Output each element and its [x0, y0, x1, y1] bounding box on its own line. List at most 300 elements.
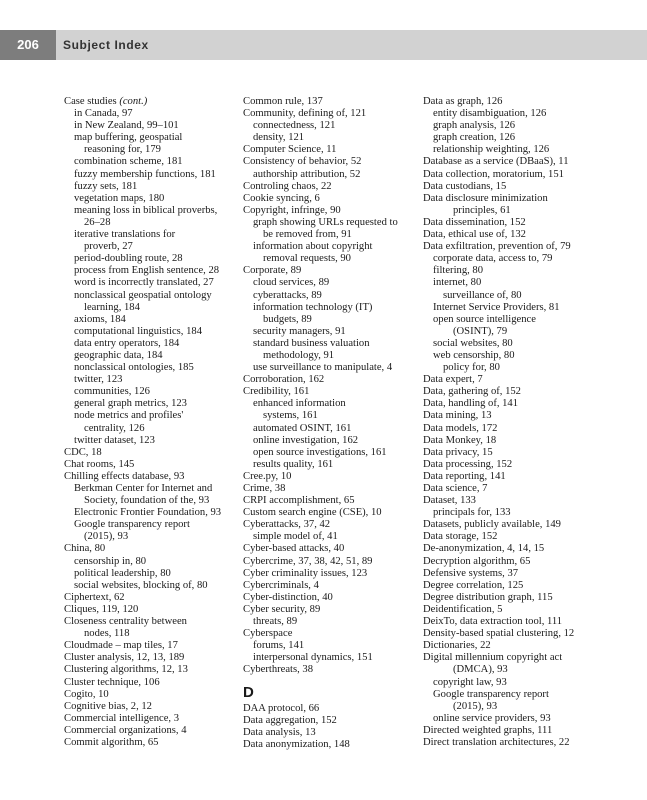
page-number: 206 — [0, 30, 56, 60]
index-entry-text: Society, foundation of the, 93 — [84, 495, 210, 507]
index-entry-text: Data privacy, 15 — [423, 446, 493, 458]
index-entry-text: interpersonal dynamics, 151 — [253, 652, 373, 664]
index-entry-text: (OSINT), 79 — [453, 325, 508, 337]
index-entry — [423, 628, 599, 640]
index-entry — [243, 715, 419, 727]
index-entry — [423, 386, 599, 398]
index-entry — [243, 459, 419, 471]
index-entry-text: budgets, 89 — [263, 313, 312, 325]
index-entry-text: Data custodians, 15 — [423, 180, 507, 192]
index-entry-text: Data science, 7 — [423, 483, 488, 494]
index-entry-text: information technology (IT) — [253, 301, 373, 313]
index-entry — [64, 701, 239, 713]
index-entry — [243, 108, 419, 120]
index-entry-text: DeixTo, data extraction tool, 111 — [423, 616, 563, 628]
index-entry-text: Cyber security, 89 — [243, 603, 321, 615]
index-entry-text: Computer Science, 11 — [243, 144, 337, 156]
index-entry — [64, 108, 239, 120]
index-entry-text: security managers, 91 — [253, 325, 346, 337]
index-entry-text: Ciphertext, 62 — [64, 591, 125, 603]
index-entry-text: results quality, 161 — [253, 458, 334, 470]
index-entry — [64, 302, 239, 314]
index-entry-text: social websites, blocking of, 80 — [74, 579, 208, 591]
index-entry-text: Case studies — [64, 96, 117, 107]
index-entry — [243, 362, 419, 374]
index-entry — [243, 556, 419, 568]
index-entry-text: Data, ethical use of, 132 — [423, 229, 526, 241]
index-entry-text: principles, 61 — [453, 204, 511, 216]
index-entry-text: corporate data, access to, 79 — [433, 253, 553, 265]
index-entry-text: authorship attribution, 52 — [253, 168, 361, 180]
index-entry — [64, 362, 239, 374]
index-entry — [64, 628, 239, 640]
index-entry — [64, 689, 239, 701]
index-entry — [423, 701, 599, 713]
index-entry-text: nonclassical geospatial ontology — [74, 289, 212, 301]
index-entry-text: Cookie syncing, 6 — [243, 192, 320, 204]
index-entry-text: meaning loss in biblical proverbs, — [74, 204, 218, 216]
index-entry — [423, 483, 599, 495]
index-entry — [423, 169, 599, 181]
index-entry-text: Data collection, moratorium, 151 — [423, 168, 564, 180]
index-entry — [64, 205, 239, 217]
index-entry-text: Data models, 172 — [423, 422, 498, 434]
index-entry — [423, 447, 599, 459]
index-entry-text: forums, 141 — [253, 640, 305, 652]
index-entry — [64, 144, 239, 156]
index-entry-text: Copyright, infringe, 90 — [243, 204, 341, 216]
index-entry-text: axioms, 184 — [74, 313, 126, 325]
index-entry-text: Controling chaos, 22 — [243, 180, 332, 192]
index-entry-text: standard business valuation — [253, 337, 370, 349]
index-entry-text: Cyber-based attacks, 40 — [243, 543, 345, 555]
index-entry — [423, 314, 599, 326]
index-entry — [243, 604, 419, 616]
index-entry — [423, 338, 599, 350]
index-entry — [423, 144, 599, 156]
index-entry-text: threats, 89 — [253, 616, 298, 628]
index-entry — [64, 652, 239, 664]
index-entry-text: Community, defining of, 121 — [243, 108, 367, 120]
index-entry-text: Cyberspace — [243, 628, 293, 640]
index-entry — [64, 543, 239, 555]
index-entry-text: Cyberthreats, 38 — [243, 664, 314, 676]
index-entry — [64, 519, 239, 531]
index-entry-text: CRPI accomplishment, 65 — [243, 495, 355, 507]
index-entry — [423, 435, 599, 447]
index-entry — [64, 120, 239, 132]
index-entry — [243, 507, 419, 519]
index-column-3 — [423, 96, 599, 749]
index-entry — [64, 616, 239, 628]
index-entry — [64, 374, 239, 386]
index-entry-text: Cyber-distinction, 40 — [243, 591, 333, 603]
index-entry — [64, 447, 239, 459]
index-entry-text: filtering, 80 — [433, 265, 484, 277]
index-entry — [423, 265, 599, 277]
index-entry — [64, 96, 239, 108]
index-entry — [423, 725, 599, 737]
index-entry — [423, 229, 599, 241]
index-entry-text: political leadership, 80 — [74, 567, 171, 579]
index-entry-text: combination scheme, 181 — [74, 156, 183, 168]
index-entry-text: online service providers, 93 — [433, 712, 551, 724]
index-entry-text: surveillance of, 80 — [443, 289, 522, 301]
index-entry-text: graph analysis, 126 — [433, 120, 516, 132]
index-entry-text: Cliques, 119, 120 — [64, 603, 139, 615]
index-entry-text: fuzzy sets, 181 — [74, 180, 138, 192]
index-entry — [243, 132, 419, 144]
index-entry — [243, 253, 419, 265]
index-entry-text: Data storage, 152 — [423, 531, 498, 543]
index-entry — [423, 410, 599, 422]
index-entry — [243, 410, 419, 422]
index-entry-text: Data aggregation, 152 — [243, 714, 337, 726]
index-entry-text: connectedness, 121 — [253, 120, 336, 132]
index-entry — [64, 435, 239, 447]
index-entry-text: Data processing, 152 — [423, 458, 513, 470]
index-entry-text: Density-based spatial clustering, 12 — [423, 628, 575, 640]
index-entry-text: twitter, 123 — [74, 374, 123, 386]
index-entry-text: Data reporting, 141 — [423, 470, 506, 482]
index-entry — [64, 132, 239, 144]
index-entry — [423, 374, 599, 386]
index-entry-text: Directed weighted graphs, 111 — [423, 724, 553, 736]
index-entry-text: web censorship, 80 — [433, 349, 515, 361]
index-entry — [64, 556, 239, 568]
index-entry-text: Dataset, 133 — [423, 495, 476, 507]
index-entry-text: Data dissemination, 152 — [423, 216, 526, 228]
index-entry — [243, 664, 419, 676]
index-entry — [64, 398, 239, 410]
index-column-2 — [243, 96, 419, 751]
index-entry-text: principals for, 133 — [433, 507, 511, 519]
index-entry — [243, 120, 419, 132]
index-entry — [64, 604, 239, 616]
running-header — [0, 30, 647, 60]
index-entry — [423, 616, 599, 628]
index-entry-text: process from English sentence, 28 — [74, 265, 220, 277]
index-entry-text: Data, gathering of, 152 — [423, 386, 521, 398]
index-entry-text: 26–28 — [84, 216, 111, 228]
index-entry — [64, 495, 239, 507]
index-entry — [243, 483, 419, 495]
index-entry — [243, 592, 419, 604]
index-entry-text: enhanced information — [253, 398, 346, 410]
index-entry — [243, 217, 419, 229]
section-letter: D — [243, 683, 254, 701]
index-entry — [64, 640, 239, 652]
index-entry — [243, 144, 419, 156]
index-entry — [423, 156, 599, 168]
index-entry — [64, 483, 239, 495]
index-entry — [64, 156, 239, 168]
index-entry — [64, 169, 239, 181]
index-entry — [64, 459, 239, 471]
index-entry-text: cloud services, 89 — [253, 277, 330, 289]
index-entry — [423, 302, 599, 314]
index-entry-text: (2015), 93 — [453, 700, 498, 712]
index-entry-text: open source intelligence — [433, 313, 536, 325]
index-entry — [243, 580, 419, 592]
index-entry — [423, 423, 599, 435]
index-entry — [423, 459, 599, 471]
index-entry-text: period-doubling route, 28 — [74, 253, 183, 265]
index-entry — [64, 507, 239, 519]
index-entry-text: Database as a service (DBaaS), 11 — [423, 156, 569, 168]
index-entry — [64, 568, 239, 580]
index-entry — [64, 713, 239, 725]
index-entry — [243, 205, 419, 217]
index-entry-text: in New Zealand, 99–101 — [74, 120, 179, 132]
index-entry — [64, 290, 239, 302]
index-entry — [243, 652, 419, 664]
index-entry-text: word is incorrectly translated, 27 — [74, 277, 214, 289]
index-entry-text: (2015), 93 — [84, 531, 129, 543]
index-entry — [243, 739, 419, 751]
index-entry — [64, 410, 239, 422]
index-entry — [243, 543, 419, 555]
index-entry-text: Cybercriminals, 4 — [243, 579, 319, 591]
index-entry — [64, 241, 239, 253]
index-entry-text: graph creation, 126 — [433, 132, 516, 144]
index-entry-text: social websites, 80 — [433, 337, 513, 349]
index-entry — [64, 664, 239, 676]
index-entry-text: Data analysis, 13 — [243, 726, 316, 738]
index-entry — [243, 96, 419, 108]
index-entry — [423, 543, 599, 555]
index-entry — [64, 277, 239, 289]
index-entry-text: Electronic Frontier Foundation, 93 — [74, 507, 222, 519]
index-entry — [423, 362, 599, 374]
index-entry-text: Internet Service Providers, 81 — [433, 301, 560, 313]
index-entry — [423, 580, 599, 592]
index-entry — [423, 217, 599, 229]
index-entry-text: Degree correlation, 125 — [423, 579, 524, 591]
index-entry — [423, 592, 599, 604]
index-entry — [423, 290, 599, 302]
index-entry — [423, 132, 599, 144]
index-entry — [243, 531, 419, 543]
index-entry — [243, 519, 419, 531]
index-entry-text: node metrics and profiles' — [74, 410, 184, 422]
index-entry — [243, 398, 419, 410]
index-entry-text: Data disclosure minimization — [423, 192, 548, 204]
index-entry — [243, 616, 419, 628]
index-entry-text: (DMCA), 93 — [453, 664, 508, 676]
index-entry — [64, 737, 239, 749]
index-entry-text: Cognitive bias, 2, 12 — [64, 700, 152, 712]
index-entry — [243, 423, 419, 435]
index-entry — [64, 181, 239, 193]
index-entry — [243, 495, 419, 507]
index-entry-text: methodology, 91 — [263, 349, 335, 361]
index-entry-text: Data exfiltration, prevention of, 79 — [423, 241, 571, 253]
index-entry — [423, 495, 599, 507]
index-entry-text: De-anonymization, 4, 14, 15 — [423, 543, 545, 555]
index-entry — [243, 727, 419, 739]
index-entry-text: nodes, 118 — [84, 628, 130, 640]
index-entry-text: copyright law, 93 — [433, 676, 507, 688]
index-entry-text: information about copyright — [253, 241, 373, 253]
index-entry — [243, 241, 419, 253]
index-column-1 — [64, 96, 239, 749]
index-entry-text: Data mining, 13 — [423, 410, 492, 422]
index-entry — [243, 447, 419, 459]
index-entry-text: Commercial intelligence, 3 — [64, 712, 180, 724]
index-entry — [64, 338, 239, 350]
index-entry-text: Defensive systems, 37 — [423, 567, 519, 579]
index-entry — [64, 677, 239, 689]
index-entry — [64, 265, 239, 277]
index-entry-text: learning, 184 — [84, 301, 140, 313]
index-entry-text: map buffering, geospatial — [74, 132, 183, 144]
index-entry — [64, 314, 239, 326]
index-entry — [423, 253, 599, 265]
index-entry-text: Chat rooms, 145 — [64, 458, 135, 470]
index-entry-text: Cybercrime, 37, 38, 42, 51, 89 — [243, 555, 373, 567]
index-entry — [243, 386, 419, 398]
index-entry-text: Corroboration, 162 — [243, 374, 325, 386]
index-entry — [243, 435, 419, 447]
index-entry-text: Dictionaries, 22 — [423, 640, 491, 652]
index-entry-text: computational linguistics, 184 — [74, 325, 202, 337]
index-entry-text: geographic data, 184 — [74, 349, 163, 361]
index-entry-text: Commit algorithm, 65 — [64, 736, 159, 748]
index-entry-text: policy for, 80 — [443, 362, 500, 374]
index-entry-text: Custom search engine (CSE), 10 — [243, 507, 382, 519]
index-entry — [423, 531, 599, 543]
index-entry-text: internet, 80 — [433, 277, 482, 289]
index-entry — [243, 277, 419, 289]
index-entry-text: iterative translations for — [74, 229, 176, 241]
index-entry-text: removal requests, 90 — [263, 253, 351, 265]
index-entry-text: Decryption algorithm, 65 — [423, 555, 531, 567]
running-title: Subject Index — [63, 38, 149, 52]
index-entry — [243, 193, 419, 205]
index-entry-text: Berkman Center for Internet and — [74, 483, 213, 494]
index-entry-text: centrality, 126 — [84, 422, 145, 434]
continued-label: (cont.) — [119, 96, 148, 107]
index-entry — [423, 277, 599, 289]
index-entry-text: Cogito, 10 — [64, 688, 109, 700]
index-entry-text: Consistency of behavior, 52 — [243, 156, 362, 168]
index-entry — [243, 169, 419, 181]
index-entry-text: open source investigations, 161 — [253, 446, 387, 458]
index-entry-text: systems, 161 — [263, 410, 318, 422]
index-entry — [423, 568, 599, 580]
index-entry-text: CDC, 18 — [64, 446, 102, 458]
index-entry — [423, 713, 599, 725]
index-entry-text: density, 121 — [253, 132, 305, 144]
index-entry-text: Data expert, 7 — [423, 374, 483, 386]
index-entry-text: Google transparency report — [433, 688, 549, 700]
index-entry — [423, 689, 599, 701]
index-entry — [243, 156, 419, 168]
index-entry — [64, 592, 239, 604]
index-entry — [243, 568, 419, 580]
index-entry-text: Corporate, 89 — [243, 265, 302, 277]
index-entry — [423, 519, 599, 531]
index-entry-text: Data as graph, 126 — [423, 96, 503, 107]
index-entry-text: Commercial organizations, 4 — [64, 724, 187, 736]
index-entry-text: nonclassical ontologies, 185 — [74, 362, 194, 374]
index-entry-text: Cluster technique, 106 — [64, 676, 160, 688]
index-entry — [423, 398, 599, 410]
index-entry-text: Closeness centrality between — [64, 616, 187, 628]
index-entry — [243, 326, 419, 338]
index-entry — [243, 374, 419, 386]
index-entry — [243, 350, 419, 362]
index-entry — [64, 193, 239, 205]
index-entry-text: China, 80 — [64, 543, 106, 555]
index-entry-text: Cyberattacks, 37, 42 — [243, 519, 331, 531]
index-entry-text: Direct translation architectures, 22 — [423, 736, 570, 748]
index-entry — [64, 580, 239, 592]
index-entry-text: Google transparency report — [74, 519, 190, 531]
index-entry — [423, 120, 599, 132]
index-entry-text: Degree distribution graph, 115 — [423, 591, 553, 603]
index-entry — [423, 96, 599, 108]
index-entry-text: Data, handling of, 141 — [423, 398, 519, 410]
index-entry-text: use surveillance to manipulate, 4 — [253, 362, 393, 374]
index-entry — [423, 664, 599, 676]
index-entry-text: cyberattacks, 89 — [253, 289, 322, 301]
index-entry-text: Data anonymization, 148 — [243, 738, 350, 750]
index-entry — [64, 217, 239, 229]
index-entry-text: Common rule, 137 — [243, 96, 323, 107]
index-entry — [423, 556, 599, 568]
index-entry-text: general graph metrics, 123 — [74, 398, 187, 410]
index-entry — [423, 640, 599, 652]
index-entry — [243, 181, 419, 193]
index-entry — [423, 326, 599, 338]
index-entry — [423, 193, 599, 205]
index-entry-text: Deidentification, 5 — [423, 603, 503, 615]
index-entry — [423, 241, 599, 253]
index-entry — [243, 229, 419, 241]
index-entry-text: online investigation, 162 — [253, 434, 359, 446]
index-entry — [243, 265, 419, 277]
index-entry-text: reasoning for, 179 — [84, 144, 161, 156]
index-entry — [423, 737, 599, 749]
index-entry-text: Digital millennium copyright act — [423, 652, 563, 664]
index-entry-text: automated OSINT, 161 — [253, 422, 352, 434]
index-entry — [423, 471, 599, 483]
index-entry — [243, 640, 419, 652]
index-entry-text: Credibility, 161 — [243, 386, 310, 398]
index-entry — [64, 326, 239, 338]
index-entry-text: Cluster analysis, 12, 13, 189 — [64, 652, 185, 664]
index-entry-text: Crime, 38 — [243, 483, 286, 494]
index-entry-text: Data Monkey, 18 — [423, 434, 497, 446]
index-entry-text: Clustering algorithms, 12, 13 — [64, 664, 188, 676]
index-entry — [423, 604, 599, 616]
index-entry — [64, 531, 239, 543]
index-entry — [423, 108, 599, 120]
index-entry — [423, 677, 599, 689]
index-entry — [64, 229, 239, 241]
index-entry — [423, 507, 599, 519]
index-entry-text: be removed from, 91 — [263, 229, 352, 241]
index-entry-text: data entry operators, 184 — [74, 337, 180, 349]
index-entry — [423, 350, 599, 362]
index-entry-text: twitter dataset, 123 — [74, 434, 155, 446]
index-entry — [243, 314, 419, 326]
index-entry-text: fuzzy membership functions, 181 — [74, 168, 216, 180]
index-entry-text: censorship in, 80 — [74, 555, 147, 567]
index-entry — [64, 725, 239, 737]
